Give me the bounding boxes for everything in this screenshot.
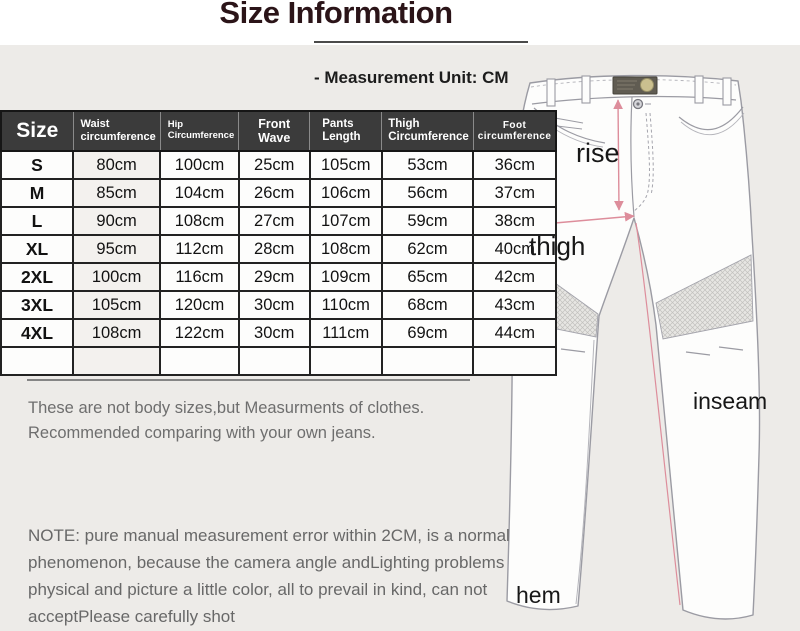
table-cell: 85cm — [73, 179, 160, 207]
table-cell: 116cm — [160, 263, 239, 291]
table-cell: 3XL — [1, 291, 73, 319]
table-cell: 26cm — [239, 179, 310, 207]
table-cell: 2XL — [1, 263, 73, 291]
table-cell: 95cm — [73, 235, 160, 263]
table-cell: 59cm — [382, 207, 474, 235]
table-row — [1, 235, 556, 263]
rise-label: rise — [576, 138, 620, 168]
size-table-body — [1, 151, 556, 375]
thigh-label: thigh — [529, 231, 586, 261]
table-cell: 108cm — [310, 235, 382, 263]
column-header-front-wave: Front Wave — [239, 111, 310, 151]
table-cell: 111cm — [310, 319, 382, 347]
table-cell: 100cm — [160, 151, 239, 179]
size-table — [0, 110, 557, 376]
table-cell: 65cm — [382, 263, 474, 291]
text-line: physical and picture a little color, all to prevail in kind, can not — [28, 580, 488, 599]
table-cell: 68cm — [382, 291, 474, 319]
note-text — [28, 522, 510, 630]
column-header-pants-length: Pants Length — [310, 111, 382, 151]
table-cell: M — [1, 179, 73, 207]
table-cell: 44cm — [473, 319, 556, 347]
table-cell: 27cm — [239, 207, 310, 235]
column-header-waist: Waist circumference — [73, 111, 160, 151]
text-line: NOTE: pure manual measurement error within 2CM, is a normal — [28, 526, 510, 545]
table-cell: XL — [1, 235, 73, 263]
table-cell: 43cm — [473, 291, 556, 319]
table-row — [1, 207, 556, 235]
table-cell: 109cm — [310, 263, 382, 291]
column-header-hip: Hip Circumference — [160, 111, 239, 151]
table-cell — [382, 347, 474, 375]
table-cell — [239, 347, 310, 375]
text-line: These are not body sizes,but Measurments of clothes. — [28, 399, 425, 417]
table-cell: 38cm — [473, 207, 556, 235]
table-cell — [160, 347, 239, 375]
table-row — [1, 347, 556, 375]
table-cell — [310, 347, 382, 375]
table-cell — [73, 347, 160, 375]
table-cell: 40cm — [473, 235, 556, 263]
table-cell: 90cm — [73, 207, 160, 235]
advice-text — [28, 396, 424, 446]
table-cell: 100cm — [73, 263, 160, 291]
measurement-unit-note: - Measurement Unit: CM — [314, 68, 509, 87]
table-cell: 120cm — [160, 291, 239, 319]
table-cell: 108cm — [160, 207, 239, 235]
table-cell: 30cm — [239, 291, 310, 319]
table-cell: 69cm — [382, 319, 474, 347]
table-cell: 62cm — [382, 235, 474, 263]
waistband-patch — [613, 77, 657, 94]
table-cell: 30cm — [239, 319, 310, 347]
table-cell: 104cm — [160, 179, 239, 207]
table-row — [1, 263, 556, 291]
table-cell: S — [1, 151, 73, 179]
table-cell: 25cm — [239, 151, 310, 179]
title-underline — [314, 41, 528, 43]
table-cell: 110cm — [310, 291, 382, 319]
inseam-label: inseam — [693, 388, 768, 414]
column-header-thigh: Thigh Circumference — [382, 111, 474, 151]
table-cell: 28cm — [239, 235, 310, 263]
table-cell: 37cm — [473, 179, 556, 207]
table-cell: 105cm — [73, 291, 160, 319]
table-cell: 106cm — [310, 179, 382, 207]
table-cell: 56cm — [382, 179, 474, 207]
table-row — [1, 151, 556, 179]
table-cell: 105cm — [310, 151, 382, 179]
table-cell: 108cm — [73, 319, 160, 347]
table-row — [1, 179, 556, 207]
table-cell: 29cm — [239, 263, 310, 291]
table-cell: 36cm — [473, 151, 556, 179]
table-cell: 122cm — [160, 319, 239, 347]
table-cell: 112cm — [160, 235, 239, 263]
table-cell: 42cm — [473, 263, 556, 291]
table-row — [1, 319, 556, 347]
table-cell: L — [1, 207, 73, 235]
text-line: acceptPlease carefully shot — [28, 607, 235, 626]
table-cell: 4XL — [1, 319, 73, 347]
page-title: Size Information — [219, 0, 453, 30]
table-cell — [473, 347, 556, 375]
table-cell — [1, 347, 73, 375]
table-cell: 80cm — [73, 151, 160, 179]
hem-label: hem — [516, 582, 561, 608]
column-header-foot: Foot circumference — [473, 111, 556, 151]
table-cell: 53cm — [382, 151, 474, 179]
table-row — [1, 291, 556, 319]
section-divider — [27, 379, 470, 381]
text-line: phenomenon, because the camera angle andLighting problems — [28, 553, 505, 572]
text-line: Recommended comparing with your own jeans. — [28, 424, 376, 442]
table-header-row — [1, 111, 556, 151]
column-header-size: Size — [1, 111, 73, 151]
table-cell: 107cm — [310, 207, 382, 235]
